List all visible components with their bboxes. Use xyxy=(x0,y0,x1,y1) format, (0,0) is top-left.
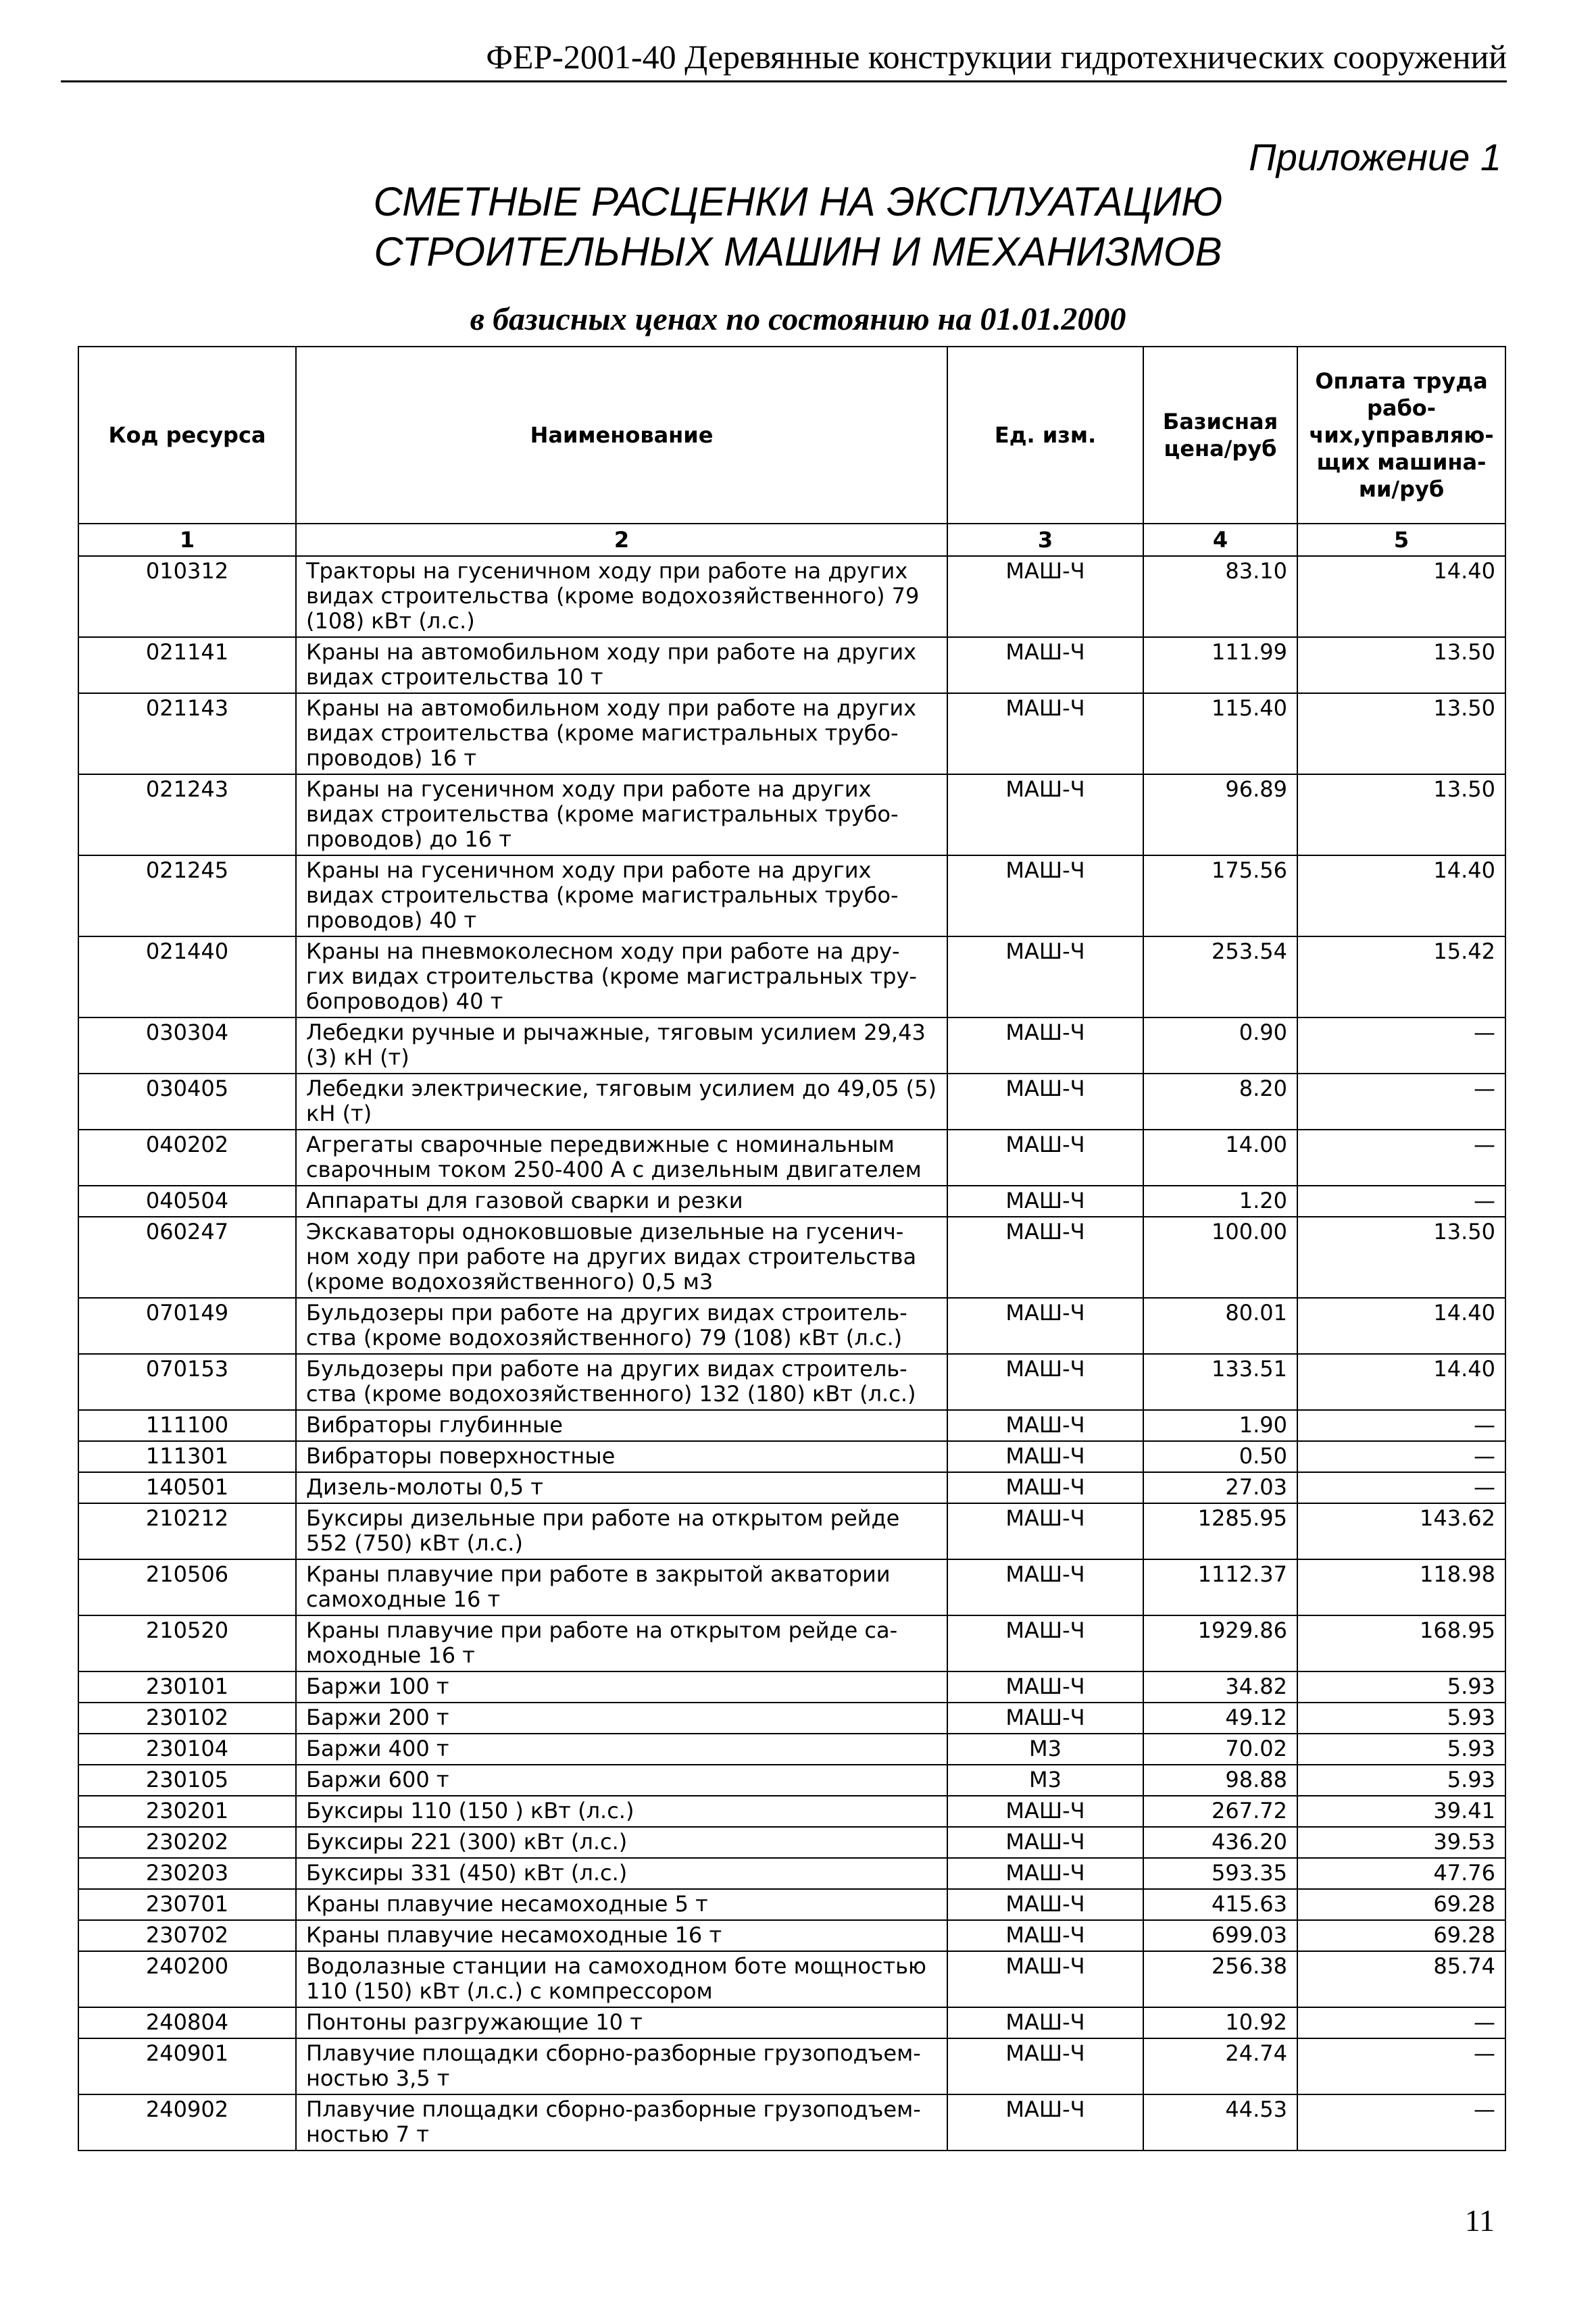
cell-code: 230701 xyxy=(78,1889,296,1920)
cell-wage: 14.40 xyxy=(1297,556,1505,637)
cell-price: 100.00 xyxy=(1143,1217,1297,1298)
cell-price: 49.12 xyxy=(1143,1703,1297,1734)
cell-unit: МАШ-Ч xyxy=(947,1217,1143,1298)
cell-price: 1112.37 xyxy=(1143,1559,1297,1615)
cell-code: 111301 xyxy=(78,1441,296,1472)
cell-name: Баржи 200 т xyxy=(296,1703,947,1734)
page-number: 11 xyxy=(1464,2203,1495,2238)
cell-wage: — xyxy=(1297,2038,1505,2094)
cell-code: 021440 xyxy=(78,936,296,1017)
table-row xyxy=(78,1703,1505,1734)
cell-unit: МАШ-Ч xyxy=(947,1858,1143,1889)
cell-code: 040504 xyxy=(78,1186,296,1217)
cell-wage: 168.95 xyxy=(1297,1615,1505,1671)
cell-price: 34.82 xyxy=(1143,1671,1297,1703)
cell-name: Вибраторы глубинные xyxy=(296,1410,947,1441)
cell-wage: 5.93 xyxy=(1297,1703,1505,1734)
cell-name: Буксиры 221 (300) кВт (л.с.) xyxy=(296,1827,947,1858)
cell-wage: 15.42 xyxy=(1297,936,1505,1017)
cell-code: 210212 xyxy=(78,1503,296,1559)
table-row xyxy=(78,637,1505,693)
cell-price: 10.92 xyxy=(1143,2007,1297,2038)
title-line-2: СТРОИТЕЛЬНЫХ МАШИН И МЕХАНИЗМОВ xyxy=(374,229,1222,274)
cell-price: 8.20 xyxy=(1143,1074,1297,1130)
cell-price: 175.56 xyxy=(1143,855,1297,936)
table-row xyxy=(78,1889,1505,1920)
cell-price: 80.01 xyxy=(1143,1298,1297,1354)
cell-wage: 13.50 xyxy=(1297,693,1505,774)
cell-wage: 47.76 xyxy=(1297,1858,1505,1889)
cell-name: Лебедки ручные и рычажные, тяговым усилием 29,43 (3) кН (т) xyxy=(296,1017,947,1074)
cell-price: 256.38 xyxy=(1143,1951,1297,2007)
table-row xyxy=(78,1298,1505,1354)
cell-name: Буксиры 110 (150 ) кВт (л.с.) xyxy=(296,1796,947,1827)
cell-unit: МАШ-Ч xyxy=(947,1703,1143,1734)
cell-name: Бульдозеры при работе на других видах строитель-ства (кроме водохозяйственного) 132 (180) кВт (л.с.) xyxy=(296,1354,947,1410)
table-row xyxy=(78,855,1505,936)
cell-name: Краны на пневмоколесном ходу при работе на дру-гих видах строительства (кроме магистральных тру-бопроводов) 40 т xyxy=(296,936,947,1017)
cell-wage: 14.40 xyxy=(1297,1298,1505,1354)
cell-wage: 85.74 xyxy=(1297,1951,1505,2007)
cell-code: 021143 xyxy=(78,693,296,774)
cell-wage: 143.62 xyxy=(1297,1503,1505,1559)
cell-code: 230105 xyxy=(78,1765,296,1796)
header-name: Наименование xyxy=(296,347,947,524)
cell-code: 230203 xyxy=(78,1858,296,1889)
cell-name: Краны на автомобильном ходу при работе на других видах строительства 10 т xyxy=(296,637,947,693)
cell-price: 1.20 xyxy=(1143,1186,1297,1217)
table-row xyxy=(78,1951,1505,2007)
cell-name: Краны плавучие при работе на открытом рейде са-моходные 16 т xyxy=(296,1615,947,1671)
cell-unit: МАШ-Ч xyxy=(947,1951,1143,2007)
cell-price: 24.74 xyxy=(1143,2038,1297,2094)
cell-price: 115.40 xyxy=(1143,693,1297,774)
document-title xyxy=(0,177,1596,277)
table-row xyxy=(78,1074,1505,1130)
cell-name: Лебедки электрические, тяговым усилием до 49,05 (5) кН (т) xyxy=(296,1074,947,1130)
document-subtitle: в базисных ценах по состоянию на 01.01.2000 xyxy=(470,301,1126,337)
table-row xyxy=(78,2007,1505,2038)
cell-price: 44.53 xyxy=(1143,2094,1297,2150)
cell-unit: МАШ-Ч xyxy=(947,1410,1143,1441)
cell-price: 0.50 xyxy=(1143,1441,1297,1472)
table-row xyxy=(78,1920,1505,1951)
cell-code: 230201 xyxy=(78,1796,296,1827)
cell-code: 240200 xyxy=(78,1951,296,2007)
cell-code: 021245 xyxy=(78,855,296,936)
cell-code: 210520 xyxy=(78,1615,296,1671)
cell-price: 0.90 xyxy=(1143,1017,1297,1074)
table-row xyxy=(78,1017,1505,1074)
cell-wage: — xyxy=(1297,1186,1505,1217)
cell-unit: МАШ-Ч xyxy=(947,1472,1143,1503)
cell-price: 133.51 xyxy=(1143,1354,1297,1410)
header-price: Базисная цена/руб xyxy=(1143,347,1297,524)
cell-wage: 5.93 xyxy=(1297,1765,1505,1796)
table-row xyxy=(78,1130,1505,1186)
cell-unit: МАШ-Ч xyxy=(947,1298,1143,1354)
cell-price: 96.89 xyxy=(1143,774,1297,855)
cell-unit: МАШ-Ч xyxy=(947,1441,1143,1472)
cell-wage: 39.41 xyxy=(1297,1796,1505,1827)
table-row xyxy=(78,1765,1505,1796)
cell-name: Тракторы на гусеничном ходу при работе на других видах строительства (кроме водохозяйственного) 79 (108) кВт (л.с.) xyxy=(296,556,947,637)
cell-unit: МАШ-Ч xyxy=(947,1130,1143,1186)
cell-name: Аппараты для газовой сварки и резки xyxy=(296,1186,947,1217)
cell-code: 210506 xyxy=(78,1559,296,1615)
cell-wage: — xyxy=(1297,1130,1505,1186)
cell-price: 14.00 xyxy=(1143,1130,1297,1186)
cell-name: Экскаваторы одноковшовые дизельные на гусенич-ном ходу при работе на других видах строительства (кроме водохозяйственного) 0,5 м3 xyxy=(296,1217,947,1298)
cell-name: Плавучие площадки сборно-разборные грузоподъем-ностью 3,5 т xyxy=(296,2038,947,2094)
cell-unit: МАШ-Ч xyxy=(947,1827,1143,1858)
table-row xyxy=(78,1441,1505,1472)
column-number: 1 xyxy=(78,524,296,556)
header-wage: Оплата труда рабо-чих,управляю-щих машина-ми/руб xyxy=(1297,347,1505,524)
cell-wage: 5.93 xyxy=(1297,1734,1505,1765)
cell-price: 253.54 xyxy=(1143,936,1297,1017)
table-row xyxy=(78,1734,1505,1765)
cell-unit: МАШ-Ч xyxy=(947,637,1143,693)
cell-price: 699.03 xyxy=(1143,1920,1297,1951)
table-row xyxy=(78,1827,1505,1858)
cell-price: 436.20 xyxy=(1143,1827,1297,1858)
cell-wage: — xyxy=(1297,1410,1505,1441)
cell-wage: — xyxy=(1297,1441,1505,1472)
cell-code: 230104 xyxy=(78,1734,296,1765)
column-number: 3 xyxy=(947,524,1143,556)
cell-price: 27.03 xyxy=(1143,1472,1297,1503)
header-unit: Ед. изм. xyxy=(947,347,1143,524)
title-line-1: СМЕТНЫЕ РАСЦЕНКИ НА ЭКСПЛУАТАЦИЮ xyxy=(373,179,1223,224)
cell-name: Баржи 600 т xyxy=(296,1765,947,1796)
table-row xyxy=(78,774,1505,855)
cell-wage: 69.28 xyxy=(1297,1920,1505,1951)
table-row xyxy=(78,1354,1505,1410)
cell-unit: МАШ-Ч xyxy=(947,1354,1143,1410)
table-header-row xyxy=(78,347,1505,524)
cell-code: 010312 xyxy=(78,556,296,637)
cell-unit: МАШ-Ч xyxy=(947,1796,1143,1827)
cell-wage: — xyxy=(1297,2007,1505,2038)
rates-table xyxy=(78,346,1506,2151)
cell-name: Буксиры 331 (450) кВт (л.с.) xyxy=(296,1858,947,1889)
cell-price: 593.35 xyxy=(1143,1858,1297,1889)
cell-wage: 13.50 xyxy=(1297,637,1505,693)
cell-name: Краны плавучие несамоходные 16 т xyxy=(296,1920,947,1951)
cell-name: Краны на гусеничном ходу при работе на других видах строительства (кроме магистральных трубо-проводов) до 16 т xyxy=(296,774,947,855)
cell-code: 111100 xyxy=(78,1410,296,1441)
cell-name: Бульдозеры при работе на других видах строитель-ства (кроме водохозяйственного) 79 (108) кВт (л.с.) xyxy=(296,1298,947,1354)
table-row xyxy=(78,1858,1505,1889)
cell-unit: М3 xyxy=(947,1765,1143,1796)
cell-price: 111.99 xyxy=(1143,637,1297,693)
table-row xyxy=(78,1503,1505,1559)
column-number: 5 xyxy=(1297,524,1505,556)
cell-name: Краны плавучие при работе в закрытой акватории самоходные 16 т xyxy=(296,1559,947,1615)
cell-name: Баржи 400 т xyxy=(296,1734,947,1765)
cell-name: Водолазные станции на самоходном боте мощностью 110 (150) кВт (л.с.) с компрессором xyxy=(296,1951,947,2007)
cell-unit: М3 xyxy=(947,1734,1143,1765)
cell-code: 060247 xyxy=(78,1217,296,1298)
cell-unit: МАШ-Ч xyxy=(947,556,1143,637)
cell-price: 98.88 xyxy=(1143,1765,1297,1796)
cell-code: 040202 xyxy=(78,1130,296,1186)
cell-unit: МАШ-Ч xyxy=(947,2007,1143,2038)
cell-unit: МАШ-Ч xyxy=(947,936,1143,1017)
table-row xyxy=(78,1559,1505,1615)
column-number: 2 xyxy=(296,524,947,556)
cell-price: 83.10 xyxy=(1143,556,1297,637)
cell-wage: — xyxy=(1297,2094,1505,2150)
cell-wage: 118.98 xyxy=(1297,1559,1505,1615)
table-body xyxy=(78,556,1505,2150)
appendix-label: Приложение 1 xyxy=(1249,136,1501,178)
cell-name: Баржи 100 т xyxy=(296,1671,947,1703)
cell-unit: МАШ-Ч xyxy=(947,1920,1143,1951)
table-row xyxy=(78,1671,1505,1703)
cell-name: Краны плавучие несамоходные 5 т xyxy=(296,1889,947,1920)
table-row xyxy=(78,1615,1505,1671)
column-number-row xyxy=(78,524,1505,556)
column-number: 4 xyxy=(1143,524,1297,556)
cell-name: Буксиры дизельные при работе на открытом рейде 552 (750) кВт (л.с.) xyxy=(296,1503,947,1559)
cell-wage: 5.93 xyxy=(1297,1671,1505,1703)
cell-code: 021141 xyxy=(78,637,296,693)
table-row xyxy=(78,1217,1505,1298)
header-code: Код ресурса xyxy=(78,347,296,524)
cell-unit: МАШ-Ч xyxy=(947,1559,1143,1615)
cell-code: 070153 xyxy=(78,1354,296,1410)
cell-price: 1285.95 xyxy=(1143,1503,1297,1559)
table-row xyxy=(78,1410,1505,1441)
cell-code: 140501 xyxy=(78,1472,296,1503)
cell-unit: МАШ-Ч xyxy=(947,693,1143,774)
cell-code: 070149 xyxy=(78,1298,296,1354)
cell-wage: — xyxy=(1297,1472,1505,1503)
cell-code: 240902 xyxy=(78,2094,296,2150)
cell-wage: 13.50 xyxy=(1297,1217,1505,1298)
cell-code: 030405 xyxy=(78,1074,296,1130)
cell-unit: МАШ-Ч xyxy=(947,855,1143,936)
cell-code: 230202 xyxy=(78,1827,296,1858)
cell-name: Дизель-молоты 0,5 т xyxy=(296,1472,947,1503)
cell-price: 1929.86 xyxy=(1143,1615,1297,1671)
table-row xyxy=(78,2038,1505,2094)
table-row xyxy=(78,1472,1505,1503)
table-row xyxy=(78,693,1505,774)
cell-name: Краны на гусеничном ходу при работе на других видах строительства (кроме магистральных трубо-проводов) 40 т xyxy=(296,855,947,936)
table-row xyxy=(78,2094,1505,2150)
cell-unit: МАШ-Ч xyxy=(947,1186,1143,1217)
cell-name: Краны на автомобильном ходу при работе на других видах строительства (кроме магистральных трубо-проводов) 16 т xyxy=(296,693,947,774)
cell-unit: МАШ-Ч xyxy=(947,1503,1143,1559)
cell-unit: МАШ-Ч xyxy=(947,2094,1143,2150)
cell-wage: 14.40 xyxy=(1297,855,1505,936)
cell-unit: МАШ-Ч xyxy=(947,1017,1143,1074)
cell-unit: МАШ-Ч xyxy=(947,1074,1143,1130)
cell-name: Понтоны разгружающие 10 т xyxy=(296,2007,947,2038)
cell-code: 230101 xyxy=(78,1671,296,1703)
cell-code: 230702 xyxy=(78,1920,296,1951)
table-row xyxy=(78,1796,1505,1827)
cell-code: 240901 xyxy=(78,2038,296,2094)
cell-price: 267.72 xyxy=(1143,1796,1297,1827)
table-row xyxy=(78,556,1505,637)
cell-unit: МАШ-Ч xyxy=(947,1615,1143,1671)
cell-wage: 39.53 xyxy=(1297,1827,1505,1858)
running-header: ФЕР-2001-40 Деревянные конструкции гидротехнических сооружений xyxy=(61,37,1507,82)
cell-name: Агрегаты сварочные передвижные с номинальным сварочным током 250-400 А с дизельным двигателем xyxy=(296,1130,947,1186)
cell-code: 021243 xyxy=(78,774,296,855)
cell-price: 415.63 xyxy=(1143,1889,1297,1920)
cell-code: 230102 xyxy=(78,1703,296,1734)
cell-unit: МАШ-Ч xyxy=(947,1889,1143,1920)
cell-wage: — xyxy=(1297,1074,1505,1130)
cell-wage: 14.40 xyxy=(1297,1354,1505,1410)
cell-code: 030304 xyxy=(78,1017,296,1074)
cell-price: 1.90 xyxy=(1143,1410,1297,1441)
cell-code: 240804 xyxy=(78,2007,296,2038)
cell-name: Вибраторы поверхностные xyxy=(296,1441,947,1472)
cell-unit: МАШ-Ч xyxy=(947,774,1143,855)
table-row xyxy=(78,1186,1505,1217)
cell-wage: 69.28 xyxy=(1297,1889,1505,1920)
cell-name: Плавучие площадки сборно-разборные грузоподъем-ностью 7 т xyxy=(296,2094,947,2150)
cell-wage: 13.50 xyxy=(1297,774,1505,855)
cell-unit: МАШ-Ч xyxy=(947,1671,1143,1703)
cell-unit: МАШ-Ч xyxy=(947,2038,1143,2094)
cell-wage: — xyxy=(1297,1017,1505,1074)
cell-price: 70.02 xyxy=(1143,1734,1297,1765)
table-row xyxy=(78,936,1505,1017)
